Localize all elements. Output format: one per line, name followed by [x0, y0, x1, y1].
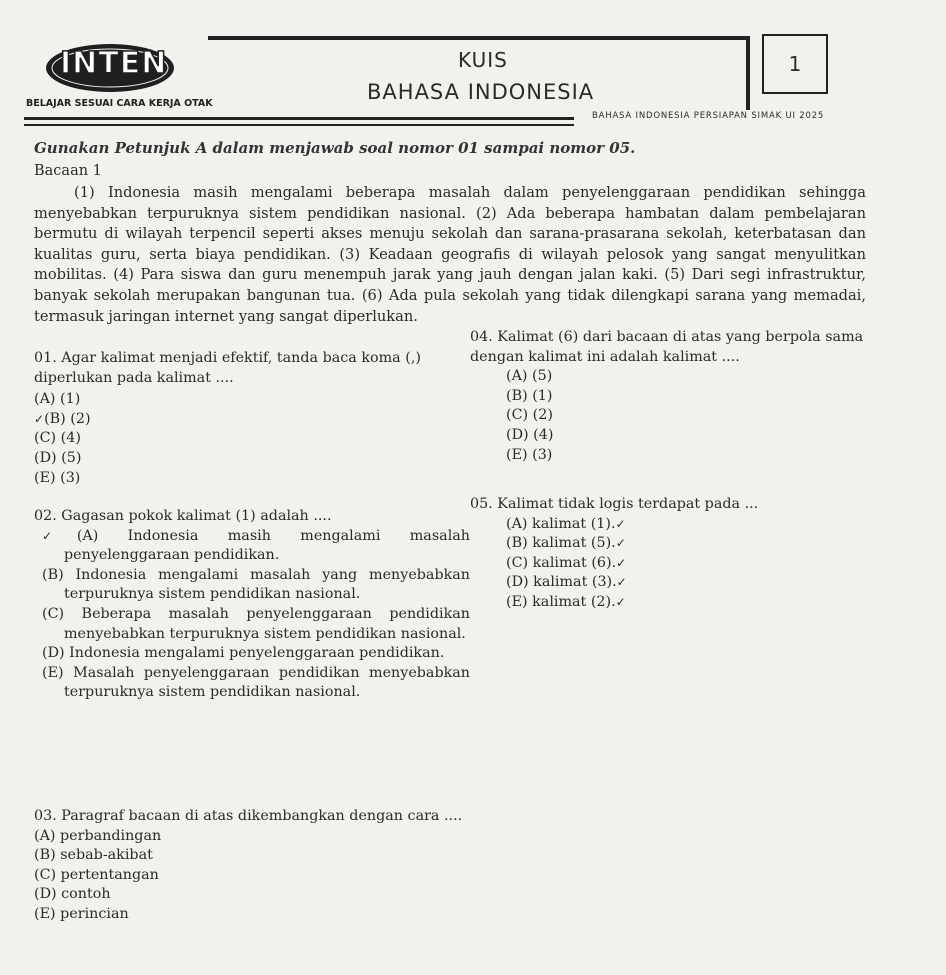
logo-text: INTEN	[60, 46, 168, 81]
option-e[interactable]: (E) (3)	[506, 446, 553, 463]
option-a[interactable]: (A) perbandingan	[34, 827, 162, 844]
option-b[interactable]: (B) sebab-akibat	[34, 847, 153, 864]
option-list	[34, 390, 464, 488]
option-d[interactable]: (D) (5)	[34, 449, 82, 466]
option-list	[470, 367, 870, 465]
question-stem: 02. Gagasan pokok kalimat (1) adalah ....	[34, 508, 332, 524]
option-b[interactable]: (B) kalimat (5).✓	[506, 535, 626, 552]
check-mark-icon: ✓	[615, 536, 626, 551]
option-e[interactable]: (E) Masalah penyelenggaraan pendidikan menyebabkan terpuruknya sistem pendidikan nasional.	[42, 664, 470, 701]
option-c[interactable]: (C) Beberapa masalah penyelenggaraan pendidikan menyebabkan terpuruknya sistem pendidikan nasional.	[42, 605, 470, 642]
check-mark-icon: ✓	[616, 555, 627, 570]
question-01	[34, 349, 464, 488]
option-e[interactable]: (E) kalimat (2).✓	[506, 593, 626, 610]
option-d[interactable]: (D) Indonesia mengalami penyelenggaraan pendidikan.	[42, 645, 445, 662]
option-c[interactable]: (C) pertentangan	[34, 866, 159, 883]
passage-text: (1) Indonesia masih mengalami beberapa masalah dalam penyelenggaraan pendidikan sehingga menyebabkan terpuruknya sistem pendidikan nasional. (2) Ada beberapa hambatan dalam pembelajaran bermutu di wilayah terpencil seperti akses menuju sekolah dan sarana-prasarana sekolah, keterbatasan dan kualitas guru, serta biaya pendidikan. (3) Keadaan geografis di wilayah pelosok yang sangat menyulitkan mobilitas. (4) Para siswa dan guru menempuh jarak yang jauh dengan jalan kaki. (5) Dari segi infrastruktur, banyak sekolah merupakan bangunan tua. (6) Ada pula sekolah yang tidak dilengkapi sarana yang memadai, termasuk jaringan internet yang sangat diperlukan.	[34, 184, 866, 325]
quiz-label: KUIS	[458, 48, 508, 72]
option-a[interactable]: ✓(A) Indonesia masih mengalami masalah penyelenggaraan pendidikan.	[42, 527, 470, 564]
header-rule	[24, 117, 574, 120]
option-list	[470, 515, 870, 613]
option-c[interactable]: (C) kalimat (6).✓	[506, 554, 627, 571]
option-a[interactable]: (A) (5)	[506, 368, 553, 385]
option-c[interactable]: (C) (4)	[34, 430, 81, 447]
option-b[interactable]: ✓(B) (2)	[34, 410, 91, 427]
option-a[interactable]: (A) kalimat (1).✓	[506, 515, 626, 532]
question-05	[470, 495, 870, 613]
question-04	[470, 328, 870, 465]
passage-title: Bacaan 1	[34, 163, 102, 179]
logo-tagline: BELAJAR SESUAI CARA KERJA OTAK	[26, 98, 213, 109]
check-mark-icon: ✓	[42, 528, 77, 543]
check-mark-icon: ✓	[616, 575, 627, 590]
question-02	[34, 507, 470, 703]
instruction: Gunakan Petunjuk A dalam menjawab soal nomor 01 sampai nomor 05.	[34, 139, 636, 157]
header-rule-thin	[24, 124, 574, 126]
option-d[interactable]: (D) (4)	[506, 426, 554, 443]
option-b[interactable]: (B) Indonesia mengalami masalah yang menyebabkan terpuruknya sistem pendidikan nasional.	[42, 566, 470, 603]
check-mark-icon: ✓	[34, 411, 45, 426]
option-d[interactable]: (D) contoh	[34, 886, 111, 903]
question-stem: 01. Agar kalimat menjadi efektif, tanda baca koma (,) diperlukan pada kalimat ....	[34, 350, 421, 386]
question-stem: 05. Kalimat tidak logis terdapat pada ...	[470, 496, 759, 512]
question-stem: 03. Paragraf bacaan di atas dikembangkan dengan cara ....	[34, 808, 463, 824]
option-d[interactable]: (D) kalimat (3).✓	[506, 574, 627, 591]
subject-title: BAHASA INDONESIA	[367, 80, 595, 104]
option-e[interactable]: (E) (3)	[34, 469, 81, 486]
question-03	[34, 807, 470, 925]
check-mark-icon: ✓	[615, 516, 626, 531]
option-a[interactable]: (A) (1)	[34, 391, 81, 408]
check-mark-icon: ✓	[615, 594, 626, 609]
option-e[interactable]: (E) perincian	[34, 905, 129, 922]
header-note: BAHASA INDONESIA PERSIAPAN SIMAK UI 2025	[592, 111, 825, 121]
option-b[interactable]: (B) (1)	[506, 387, 553, 404]
option-c[interactable]: (C) (2)	[506, 407, 553, 424]
quiz-number: 1	[762, 34, 828, 94]
question-stem: 04. Kalimat (6) dari bacaan di atas yang berpola sama dengan kalimat ini adalah kalimat ....	[470, 329, 864, 365]
